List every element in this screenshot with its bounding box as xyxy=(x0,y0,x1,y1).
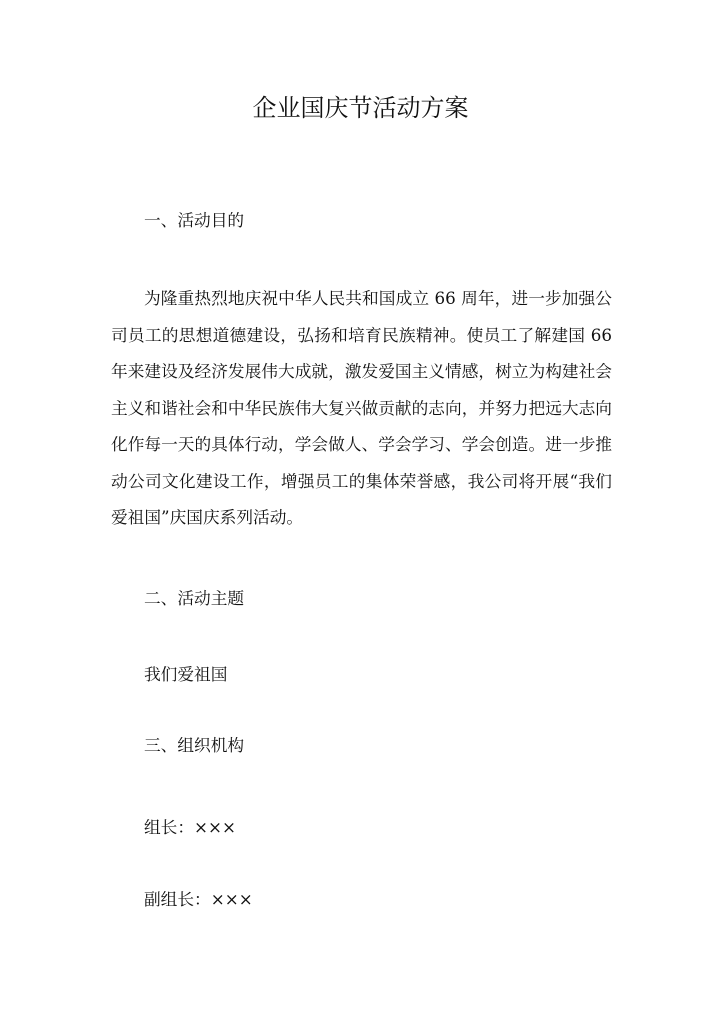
deputy-leader-text: 副组长：××× xyxy=(144,889,253,909)
paragraph-line: 爱祖国”庆国庆系列活动。 xyxy=(111,507,304,527)
theme-text: 我们爱祖国 xyxy=(144,664,228,684)
paragraph-line: 主义和谐社会和中华民族伟大复兴做贡献的志向，并努力把远大志向 xyxy=(111,398,612,418)
section-heading-theme: 二、活动主题 xyxy=(144,588,245,608)
paragraph-line: 年来建设及经济发展伟大成就，激发爱国主义情感，树立为构建社会 xyxy=(111,361,612,381)
document-title: 企业国庆节活动方案 xyxy=(252,94,469,122)
paragraph-line: 化作每一天的具体行动，学会做人、学会学习、学会创造。进一步推 xyxy=(111,434,612,454)
paragraph-line: 为隆重热烈地庆祝中华人民共和国成立 66 周年，进一步加强公 xyxy=(144,288,612,308)
section-heading-organization: 三、组织机构 xyxy=(144,735,245,755)
paragraph-line: 动公司文化建设工作，增强员工的集体荣誉感，我公司将开展“我们 xyxy=(111,471,612,491)
paragraph-line: 司员工的思想道德建设，弘扬和培育民族精神。使员工了解建国 66 xyxy=(111,325,612,345)
leader-text: 组长：××× xyxy=(144,817,237,837)
section-heading-purpose: 一、活动目的 xyxy=(144,210,245,230)
